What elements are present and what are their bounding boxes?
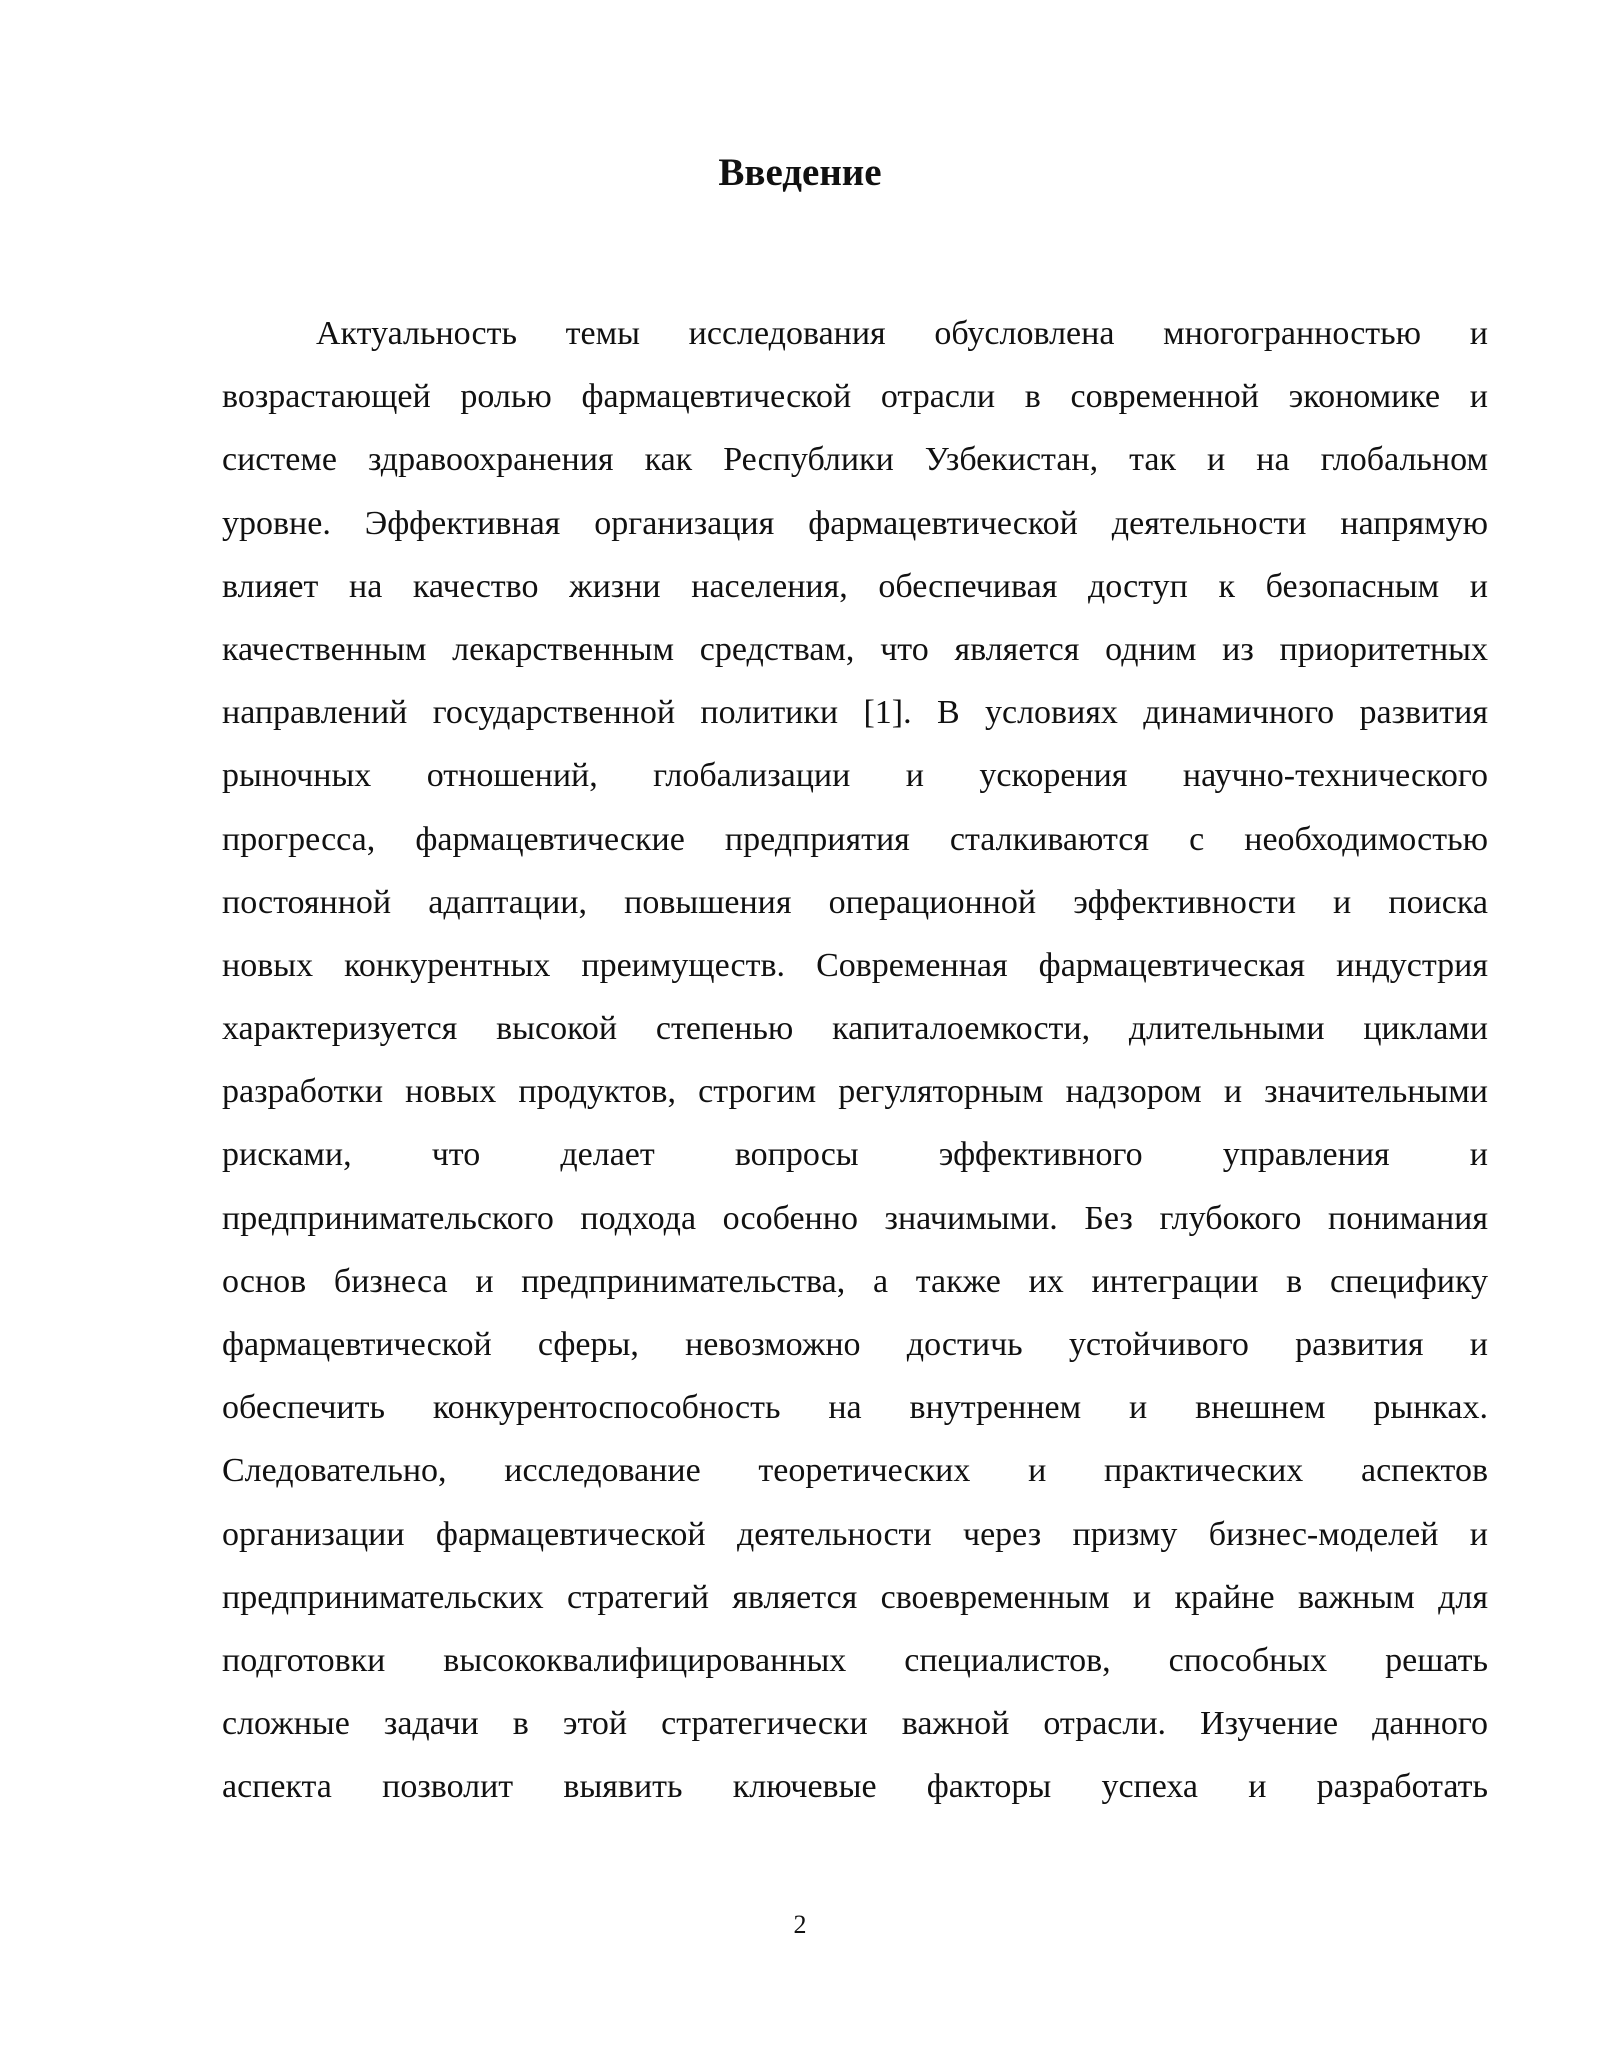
- text-line: прогресса, фармацевтические предприятия сталкиваются с необходимостью: [222, 820, 1488, 858]
- text-line: влияет на качество жизни населения, обеспечивая доступ к безопасным и: [222, 567, 1488, 605]
- text-line: уровне. Эффективная организация фармацевтической деятельности напрямую: [222, 504, 1488, 542]
- text-line: аспекта позволит выявить ключевые факторы успеха и разработать: [222, 1768, 1488, 1806]
- text-line: качественным лекарственным средствам, что является одним из приоритетных: [222, 630, 1488, 668]
- text-line: характеризуется высокой степенью капиталоемкости, длительными циклами: [222, 1010, 1488, 1048]
- text-line: основ бизнеса и предпринимательства, а также их интеграции в специфику: [222, 1262, 1488, 1300]
- text-line: направлений государственной политики [1]. В условиях динамичного развития: [222, 694, 1488, 732]
- text-line: предпринимательского подхода особенно значимыми. Без глубокого понимания: [222, 1199, 1488, 1237]
- text-line: фармацевтической сферы, невозможно достичь устойчивого развития и: [222, 1326, 1488, 1363]
- text-line: постоянной адаптации, повышения операционной эффективности и поиска: [222, 883, 1488, 921]
- text-line: рыночных отношений, глобализации и ускорения научно-технического: [222, 757, 1488, 795]
- page-title: Введение: [718, 151, 882, 194]
- text-line: новых конкурентных преимуществ. Современная фармацевтическая индустрия: [222, 946, 1488, 984]
- text-line: системе здравоохранения как Республики Узбекистан, так и на глобальном: [222, 441, 1488, 479]
- text-line: подготовки высококвалифицированных специалистов, способных решать: [222, 1641, 1488, 1679]
- text-line: Следовательно, исследование теоретических и практических аспектов: [222, 1452, 1488, 1490]
- text-line: предпринимательских стратегий является своевременным и крайне важным для: [222, 1578, 1488, 1616]
- text-line: рисками, что делает вопросы эффективного управления и: [222, 1136, 1488, 1174]
- text-line: возрастающей ролью фармацевтической отрасли в современной экономике и: [222, 378, 1488, 416]
- page-number: 2: [793, 1910, 807, 1939]
- text-line: сложные задачи в этой стратегически важной отрасли. Изучение данного: [222, 1705, 1488, 1743]
- body-paragraph: [222, 302, 1488, 1819]
- text-line: обеспечить конкурентоспособность на внутреннем и внешнем рынках.: [222, 1389, 1488, 1427]
- text-line: разработки новых продуктов, строгим регуляторным надзором и значительными: [222, 1073, 1488, 1111]
- text-line: Актуальность темы исследования обусловлена многогранностью и: [316, 315, 1488, 352]
- text-line: организации фармацевтической деятельности через призму бизнес-моделей и: [222, 1515, 1488, 1553]
